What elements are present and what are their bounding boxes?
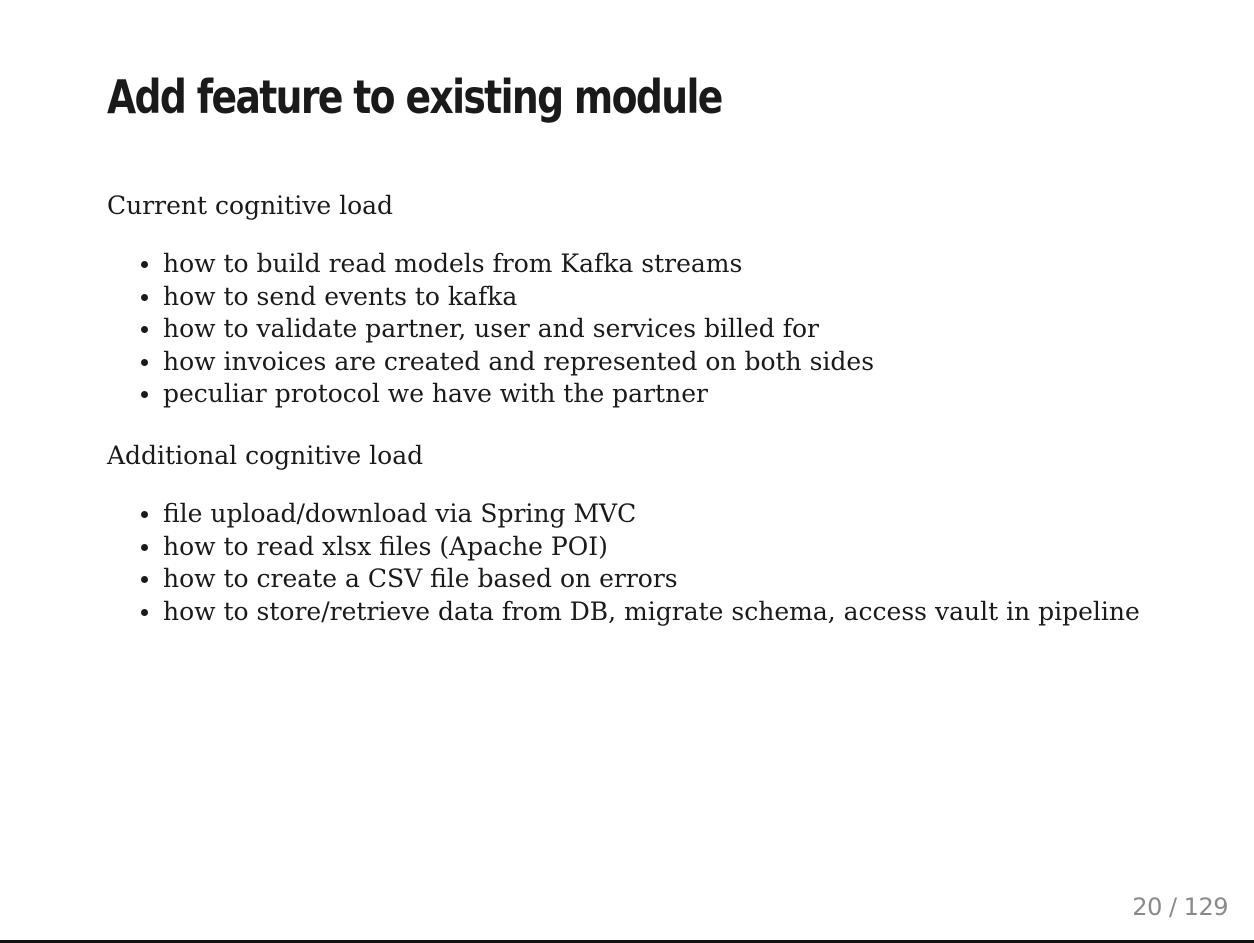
list-item-text: peculiar protocol we have with the partner xyxy=(163,379,708,408)
list-item xyxy=(107,563,1167,596)
bullet-icon xyxy=(141,261,148,268)
list-item-text: how to create a CSV file based on errors xyxy=(163,564,678,593)
list-item xyxy=(107,498,1167,531)
page-counter: 20 / 129 xyxy=(1132,893,1228,921)
bullet-list xyxy=(107,498,1167,628)
bullet-icon xyxy=(141,294,148,301)
bullet-list xyxy=(107,248,1167,411)
bullet-icon xyxy=(141,511,148,518)
list-item xyxy=(107,596,1167,629)
list-item-text: how to build read models from Kafka streams xyxy=(163,249,743,278)
bullet-icon xyxy=(141,576,148,583)
bullet-icon xyxy=(141,609,148,616)
list-item xyxy=(107,313,1167,346)
list-item-text: how invoices are created and represented on both sides xyxy=(163,346,875,376)
list-item xyxy=(107,346,1167,379)
section-heading: Additional cognitive load xyxy=(107,441,424,470)
list-item-text: file upload/download via Spring MVC xyxy=(163,499,637,528)
bullet-icon xyxy=(141,359,148,366)
list-item xyxy=(107,378,1167,411)
list-item-text: how to store/retrieve data from DB, migrate schema, access vault in pipeline xyxy=(163,596,1140,626)
slide-title: Add feature to existing module xyxy=(107,70,722,124)
bullet-icon xyxy=(141,544,148,551)
section-heading: Current cognitive load xyxy=(107,191,394,220)
list-item xyxy=(107,281,1167,314)
list-item-text: how to send events to kafka xyxy=(163,281,518,311)
list-item-text: how to validate partner, user and services billed for xyxy=(163,314,819,343)
section-current-cognitive-load xyxy=(107,190,1167,411)
list-item-text: how to read xlsx files (Apache POI) xyxy=(163,531,608,561)
list-item xyxy=(107,531,1167,564)
bullet-icon xyxy=(141,391,148,398)
section-additional-cognitive-load xyxy=(107,440,1167,628)
bullet-icon xyxy=(141,326,148,333)
list-item xyxy=(107,248,1167,281)
